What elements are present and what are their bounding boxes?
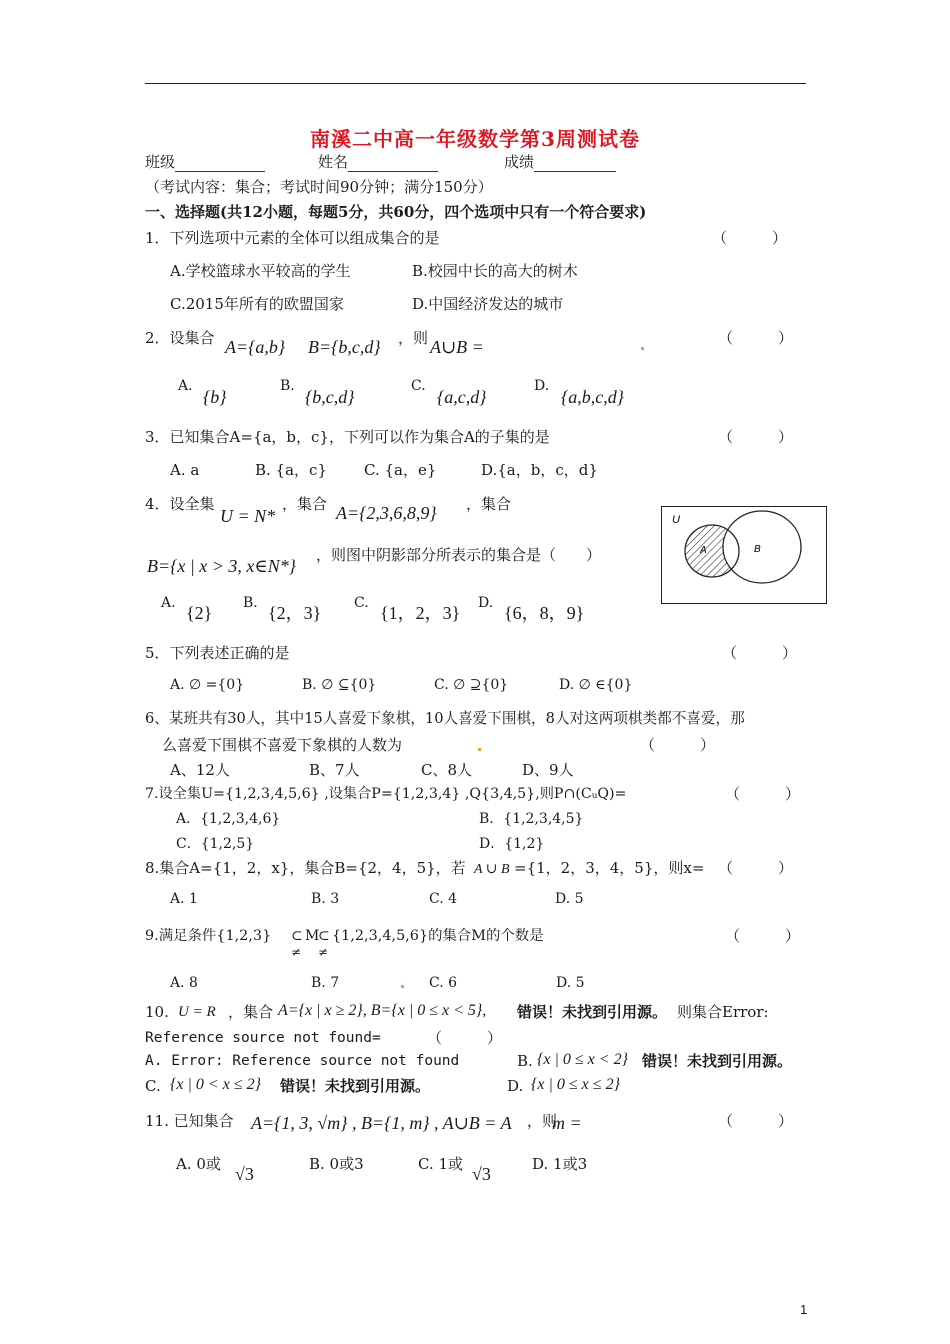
q6-option-a: A、12人 <box>170 761 230 779</box>
q10-text: ，集合 <box>228 1003 274 1021</box>
q8-union: A ∪ B <box>474 862 510 877</box>
q8-option-b: B. 3 <box>311 891 340 907</box>
q1-option-c: C.2015年所有的欧盟国家 <box>170 295 344 313</box>
class-field <box>145 152 265 172</box>
q5-option-c: C. ∅ ⊇{0} <box>434 677 509 693</box>
page-number: 1 <box>800 1302 808 1317</box>
q10-error-1: 错误！未找到引用源。 <box>517 1003 668 1021</box>
q3-option-a: A. a <box>170 461 200 479</box>
q2-option-c: {a,c,d} <box>437 387 487 407</box>
q4-option-b-label: B. <box>243 595 258 611</box>
stray-mark <box>401 985 404 988</box>
q11-option-a: A. 0或 <box>176 1155 221 1173</box>
q9-subset-1: ⊂ <box>291 928 303 944</box>
q8-text2: ={1，2，3，4，5}，则x= <box>514 859 705 877</box>
q2-option-d: {a,b,c,d} <box>561 387 624 407</box>
q9-option-b: B. 7 <box>311 975 340 991</box>
venn-diagram <box>661 506 827 604</box>
q11-option-c: C. 1或 <box>418 1155 464 1173</box>
q11-option-d: D. 1或3 <box>532 1155 588 1173</box>
name-label: 姓名 <box>318 153 349 171</box>
q1-option-b: B.校园中长的高大的树木 <box>412 262 578 280</box>
q10-option-a: A. Error: Reference source not found <box>145 1053 460 1069</box>
q2-set-b: B={b,c,d} <box>308 337 381 357</box>
q11-condition: , A∪B = A <box>434 1113 512 1133</box>
q6-option-b: B、7人 <box>309 761 360 779</box>
q4-option-b: {2，3} <box>268 603 322 623</box>
stray-mark <box>641 347 644 350</box>
q4-option-d-label: D. <box>478 595 494 611</box>
q5-option-b: B. ∅ ⊆{0} <box>302 677 377 693</box>
q10-option-d-label: D. <box>507 1077 524 1095</box>
q11-set-b: , B={1, m} <box>352 1113 430 1133</box>
q9-option-c: C. 6 <box>429 975 458 991</box>
q7-option-a: A．{1,2,3,4,6} <box>176 811 281 827</box>
q5-option-a: A. ∅ ={0} <box>170 677 245 693</box>
score-blank <box>534 155 616 172</box>
q7-text: 7.设全集U={1,2,3,4,5,6} ,设集合P={1,2,3,4} ,Q{3,4,5},则P∩(CᵤQ)= <box>145 786 627 802</box>
q3-paren: （ ） <box>718 428 794 446</box>
q2-option-c-label: C. <box>411 378 426 394</box>
q3-option-d: D.{a，b，c，d} <box>481 461 598 479</box>
q6-option-c: C、8人 <box>421 761 473 779</box>
q2-paren: （ ） <box>718 329 794 347</box>
q10-number: 10. <box>145 1003 169 1021</box>
header-rule <box>145 83 806 84</box>
q9-set-m: M <box>305 928 320 944</box>
q10-option-c-label: C. <box>145 1077 161 1095</box>
q2-union: A∪B = <box>430 337 484 357</box>
class-label: 班级 <box>145 153 176 171</box>
q6-option-d: D、9人 <box>522 761 574 779</box>
q10-option-b-error: 错误！未找到引用源。 <box>642 1052 793 1070</box>
q3-option-c: C. {a，e} <box>364 461 437 479</box>
q2-option-b-label: B. <box>280 378 295 394</box>
q8-option-a: A. 1 <box>170 891 198 907</box>
q4-option-c-label: C. <box>354 595 369 611</box>
q2-option-d-label: D. <box>534 378 550 394</box>
q1-text: 1．下列选项中元素的全体可以组成集合的是 <box>145 229 440 247</box>
q10-option-c-error: 错误！未找到引用源。 <box>280 1077 431 1095</box>
name-blank <box>348 155 438 172</box>
stray-mark <box>478 748 481 751</box>
q11-paren: （ ） <box>718 1112 794 1130</box>
q4-text2: ，则图中阴影部分所表示的集合是（ ） <box>316 546 602 564</box>
q9-option-a: A. 8 <box>170 975 198 991</box>
q9-subset-2: ⊂ <box>318 928 330 944</box>
q10-option-c: {x | 0 < x ≤ 2} <box>170 1076 261 1093</box>
q11-option-c-root: √3 <box>472 1164 491 1184</box>
q1-option-a: A.学校篮球水平较高的学生 <box>170 262 351 280</box>
q11-option-b: B. 0或3 <box>309 1155 364 1173</box>
q5-text: 5．下列表述正确的是 <box>145 644 290 662</box>
q10-universal: U = R <box>178 1004 216 1020</box>
venn-label-a: A <box>700 545 707 556</box>
q9-text2: {1,2,3,4,5,6}的集合M的个数是 <box>332 928 544 944</box>
q10-sets: A={x | x ≥ 2}, B={x | 0 ≤ x < 5}, <box>278 1002 487 1019</box>
q9-neq-1: ≠ <box>291 945 302 959</box>
q4-option-a: {2} <box>186 603 213 623</box>
venn-label-u: U <box>672 514 680 526</box>
q11-set-a: A={1, 3, √m} <box>251 1113 348 1133</box>
q7-option-d: D．{1,2} <box>479 836 545 852</box>
q10-paren: （ ） <box>427 1029 503 1047</box>
q2-set-a: A={a,b} <box>225 337 286 357</box>
q9-text: 9.满足条件{1,2,3} <box>145 928 272 944</box>
q2-option-b: {b,c,d} <box>305 387 355 407</box>
q4-mid: ，集合 <box>282 495 328 513</box>
exam-info: （考试内容：集合；考试时间90分钟；满分150分） <box>145 178 493 196</box>
q10-text2: 则集合Error: <box>677 1003 769 1021</box>
q11-option-a-root: √3 <box>235 1164 254 1184</box>
q4-set-b: B={x | x > 3, x∈N*} <box>147 556 296 576</box>
q9-paren: （ ） <box>725 927 801 945</box>
q6-paren: （ ） <box>640 736 716 754</box>
q2-option-a: {b} <box>203 387 227 407</box>
q10-option-d: {x | 0 ≤ x ≤ 2} <box>531 1076 620 1093</box>
q6-text2: 么喜爱下围棋不喜爱下象棋的人数为 <box>162 736 403 754</box>
q10-line2: Reference source not found= <box>145 1030 381 1046</box>
q8-option-d: D. 5 <box>555 891 584 907</box>
q2-then: ，则 <box>398 329 429 347</box>
q9-option-d: D. 5 <box>556 975 585 991</box>
q7-option-b: B．{1,2,3,4,5} <box>479 811 584 827</box>
q9-neq-2: ≠ <box>318 945 329 959</box>
venn-shaded-region <box>662 507 826 603</box>
score-label: 成绩 <box>504 153 535 171</box>
q7-paren: （ ） <box>725 785 801 803</box>
q10-option-b-label: B. <box>517 1052 533 1070</box>
q4-text: 4．设全集 <box>145 495 215 513</box>
q1-paren: （ ） <box>712 229 788 247</box>
q4-option-c: {1，2，3} <box>380 603 461 623</box>
q11-m: m = <box>552 1113 582 1133</box>
q4-universal-set: U = N* <box>220 506 276 526</box>
q4-option-d: {6，8，9} <box>504 603 585 623</box>
q10-option-b: {x | 0 ≤ x < 2} <box>537 1051 628 1068</box>
name-field <box>318 152 438 172</box>
q1-option-d: D.中国经济发达的城市 <box>412 295 564 313</box>
q7-option-c: C．{1,2,5} <box>176 836 255 852</box>
venn-svg <box>662 507 826 603</box>
q6-text: 6、某班共有30人，其中15人喜爱下象棋，10人喜爱下围棋，8人对这两项棋类都不喜爱，那 <box>145 710 745 727</box>
section-heading: 一、选择题(共12小题，每题5分，共60分，四个选项中只有一个符合要求) <box>145 203 647 221</box>
q4-set-a: A={2,3,6,8,9} <box>336 503 437 523</box>
q8-paren: （ ） <box>718 859 794 877</box>
score-field <box>504 152 616 172</box>
q5-paren: （ ） <box>722 644 798 662</box>
page-title: 南溪二中高一年级数学第3周测试卷 <box>310 127 640 151</box>
q5-option-d: D. ∅ ∈{0} <box>559 677 633 693</box>
q11-text: 11. 已知集合 <box>145 1112 234 1130</box>
q11-then: ，则 <box>527 1112 558 1130</box>
q8-option-c: C. 4 <box>429 891 458 907</box>
q3-option-b: B. {a，c} <box>255 461 327 479</box>
venn-label-b: B <box>754 544 761 555</box>
q2-option-a-label: A. <box>178 378 193 394</box>
q4-end: ，集合 <box>466 495 512 513</box>
q2-text: 2．设集合 <box>145 329 215 347</box>
q8-text: 8.集合A={1，2，x}，集合B={2，4，5}，若 <box>145 859 466 877</box>
class-blank <box>175 155 265 172</box>
q4-option-a-label: A. <box>161 595 176 611</box>
q3-text: 3．已知集合A={a，b，c}，下列可以作为集合A的子集的是 <box>145 428 550 446</box>
